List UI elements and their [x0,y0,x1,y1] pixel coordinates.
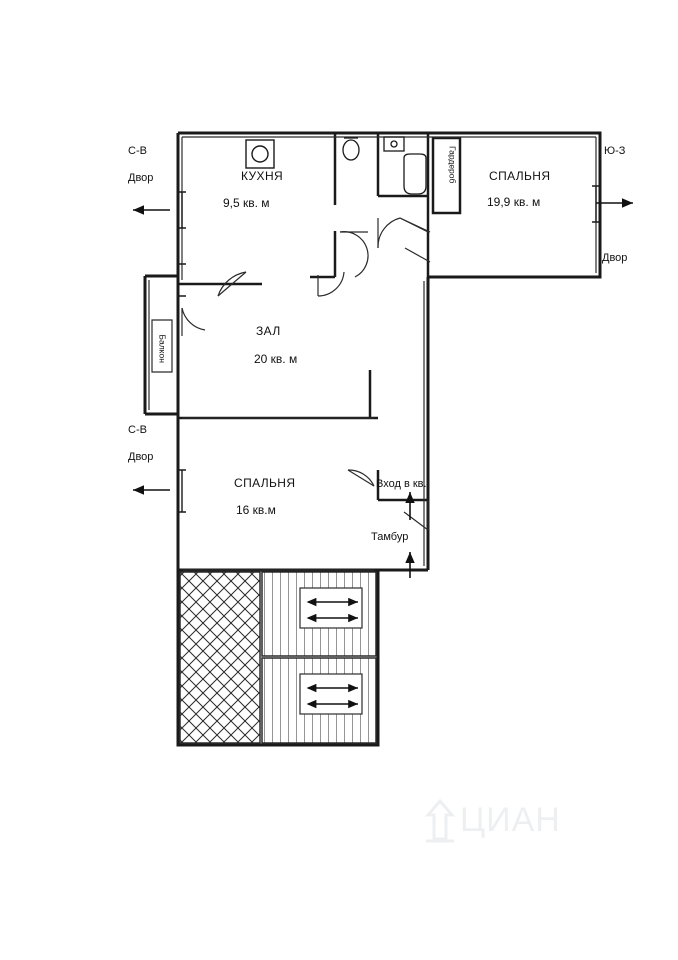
orientation-place-sw-right: Двор [602,252,628,264]
room-name-hall: ЗАЛ [256,324,281,338]
watermark-text: ЦИАН [460,801,561,839]
room-name-kitchen: КУХНЯ [241,169,284,183]
label-balcony: Балкон [157,334,168,363]
watermark-logo-icon [420,795,460,847]
toilet-icon [343,138,359,160]
room-area-bedroom-1: 19,9 кв. м [487,195,541,209]
orientation-place-nw-top: Двор [128,172,154,184]
bathtub-icon [404,154,426,194]
orientation-direction-sw-right: Ю-З [604,145,626,157]
orientation-place-nw-bottom: Двор [128,451,154,463]
sink-icon [384,137,404,151]
room-area-bedroom-2: 16 кв.м [236,503,276,517]
room-area-kitchen: 9,5 кв. м [223,196,270,210]
interior-walls [178,133,460,500]
window-marks [178,186,600,512]
kitchen-stove-icon [246,140,274,168]
label-entrance: Вход в кв. [376,478,427,490]
label-tambur: Тамбур [371,531,409,543]
stair-block [180,572,376,743]
label-wardrobe: Гардероб [447,145,458,184]
orientation-direction-nw-bottom: С-В [128,424,147,436]
room-name-bedroom-2: СПАЛЬНЯ [234,476,296,490]
watermark [420,795,600,855]
room-name-bedroom-1: СПАЛЬНЯ [489,169,551,183]
orientation-arrows [133,203,633,578]
orientation-direction-nw-top: С-В [128,145,147,157]
room-area-hall: 20 кв. м [254,352,298,366]
